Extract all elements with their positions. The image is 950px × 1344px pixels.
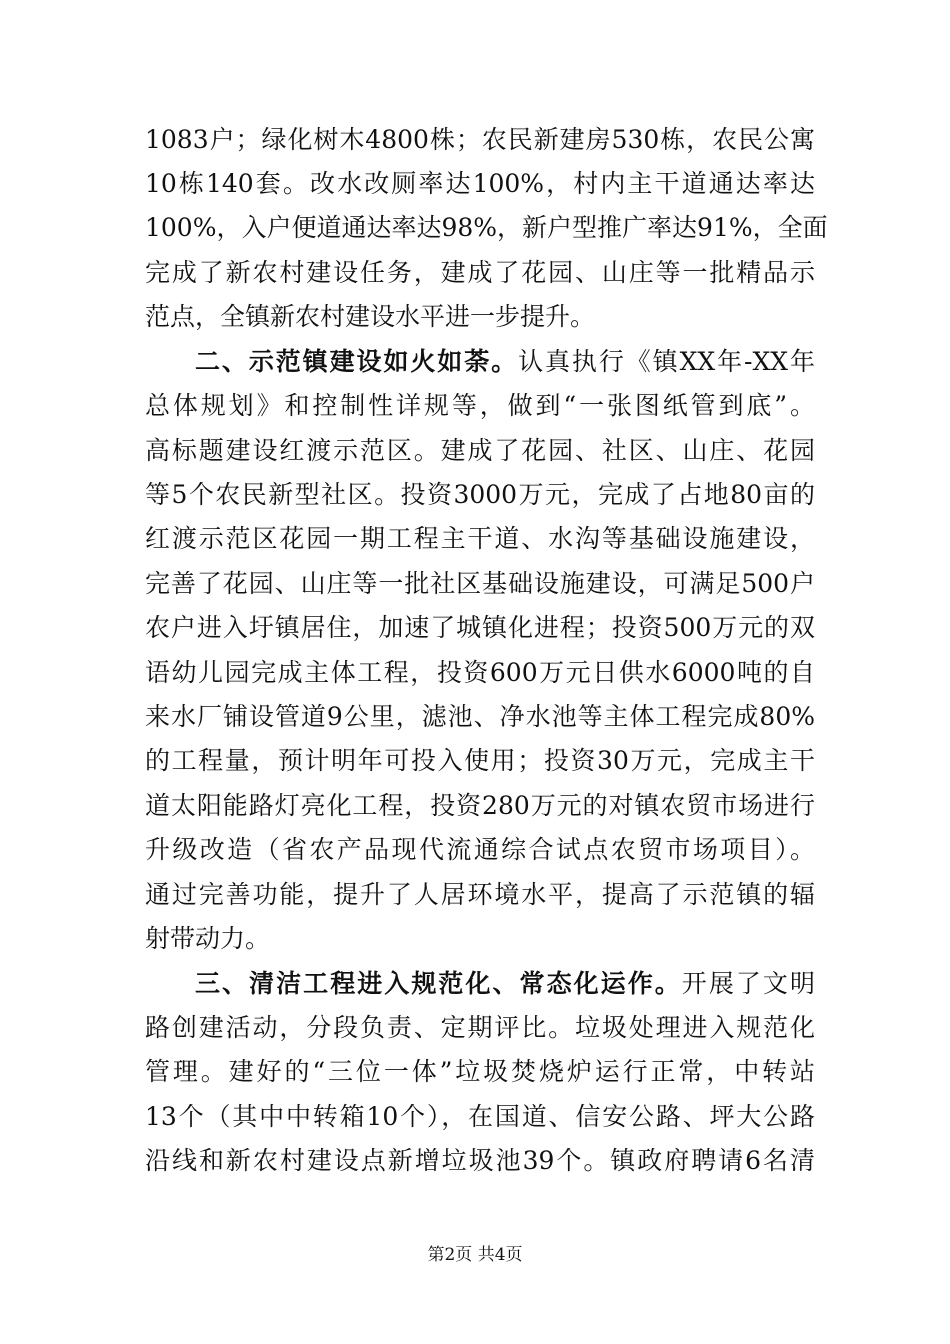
text-line: 1083户；绿化树木4800株；农民新建房530栋，农民公寓 — [145, 125, 815, 154]
section-heading-three: 三、清洁工程进入规范化、常态化运作。 — [195, 969, 682, 998]
text-line: 来水厂铺设管道9公里，滤池、净水池等主体工程完成80% — [145, 702, 815, 731]
text-line: 沿线和新农村建设点新增垃圾池39个。镇政府聘请6名清 — [145, 1146, 815, 1175]
text-segment: 认真执行《镇XX年-XX年 — [518, 347, 815, 376]
text-line: 范点，全镇新农村建设水平进一步提升。 — [145, 302, 596, 331]
text-line: 100%，入户便道通达率达98%，新户型推广率达91%，全面 — [145, 213, 828, 242]
text-line: 13个（其中中转箱10个），在国道、信安公路、坪大公路 — [145, 1102, 815, 1131]
text-line: 农户进入圩镇居住，加速了城镇化进程；投资500万元的双 — [145, 613, 815, 642]
text-line: 语幼儿园完成主体工程，投资600万元日供水6000吨的自 — [145, 658, 815, 687]
paragraph-two-first-line — [195, 347, 815, 377]
text-line: 升级改造（省农产品现代流通综合试点农贸市场项目）。 — [145, 835, 815, 864]
text-line: 总体规划》和控制性详规等，做到“一张图纸管到底”。 — [145, 391, 815, 420]
text-line: 10栋140套。改水改厕率达100%，村内主干道通达率达 — [145, 169, 815, 198]
text-line: 等5个农民新型社区。投资3000万元，完成了占地80亩的 — [145, 480, 815, 509]
page-number-footer: 第2页 共4页 — [427, 1245, 523, 1265]
text-line: 道太阳能路灯亮化工程，投资280万元的对镇农贸市场进行 — [145, 791, 815, 820]
paragraph-three-first-line — [195, 969, 815, 999]
text-line: 管理。建好的“三位一体”垃圾焚烧炉运行正常，中转站 — [145, 1057, 815, 1086]
section-heading-two: 二、示范镇建设如火如荼。 — [195, 347, 519, 376]
text-line: 通过完善功能，提升了人居环境水平，提高了示范镇的辐 — [145, 880, 815, 909]
text-line: 高标题建设红渡示范区。建成了花园、社区、山庄、花园 — [145, 436, 815, 465]
text-line: 完成了新农村建设任务，建成了花园、山庄等一批精品示 — [145, 258, 815, 287]
text-line: 红渡示范区花园一期工程主干道、水沟等基础设施建设， — [145, 524, 815, 553]
text-segment: 开展了文明 — [681, 969, 815, 998]
text-line: 的工程量，预计明年可投入使用；投资30万元，完成主干 — [145, 746, 815, 775]
text-line: 路创建活动，分段负责、定期评比。垃圾处理进入规范化 — [145, 1013, 815, 1042]
text-line: 射带动力。 — [145, 924, 271, 953]
text-line: 完善了花园、山庄等一批社区基础设施建设，可满足500户 — [145, 569, 815, 598]
